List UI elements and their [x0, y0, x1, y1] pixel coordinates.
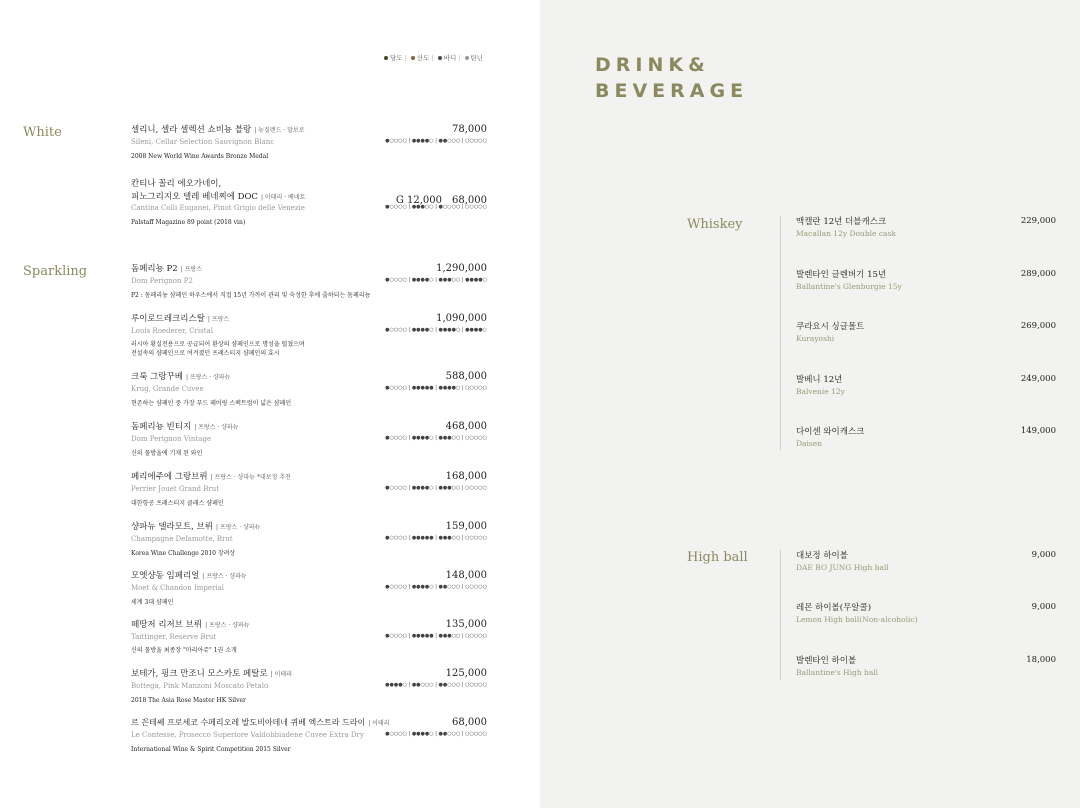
menu-item: [796, 602, 1056, 632]
item-name-kr: 떼땅저 리저브 브뤼 | 프랑스 · 샹파뉴: [131, 620, 250, 630]
item-name-en: Champagne Delamotte, Brut: [131, 535, 233, 543]
item-name-kr: 루이로드레크리스탈 | 프랑스: [131, 314, 230, 324]
item-name-en: Louis Roederer, Cristal: [131, 327, 213, 335]
menu-item: [131, 619, 487, 667]
taste-rating: ●○○○○ | ●●●●○ | ●●●○○ | ○○○○○: [385, 435, 487, 441]
title-line2: BEVERAGE: [595, 80, 749, 102]
item-name-en: Balvenie 12y: [796, 387, 845, 396]
item-name-en: Bottega, Pink Manzoni Moscato Petalo: [131, 682, 269, 690]
item-name-kr: 다이센 와이캐스크: [796, 427, 865, 437]
item-price: 1,090,000: [436, 313, 487, 324]
taste-rating: ●○○○○ | ●●●●○ | ●●○○○ | ○○○○○: [385, 138, 487, 144]
item-price: 78,000: [452, 124, 487, 135]
item-price: 289,000: [1020, 269, 1056, 279]
item-name-en: Lemon High ball(Non-alcoholic): [796, 615, 918, 624]
taste-rating: ●○○○○ | ●●●●● | ●●●●○ | ○○○○○: [385, 385, 487, 391]
item-name-kr: 대보정 하이볼: [796, 551, 848, 561]
item-note: 신의 물방울에 기재 된 와인: [131, 450, 203, 457]
legend-acidity: 산도: [416, 54, 430, 62]
category-whiskey: Whiskey: [687, 217, 743, 232]
item-name-kr: 페리에주에 그랑브뤼 | 프랑스 · 샹파뉴 *대보정 추천: [131, 472, 291, 482]
legend-sweetness: 당도: [390, 54, 403, 62]
menu-item: [131, 371, 487, 419]
taste-rating: ●○○○○ | ●●●●○ | ●●○○○ | ○○○○○: [385, 731, 487, 737]
item-origin: | 프랑스 · 샹파뉴: [185, 374, 231, 381]
taste-rating: ●○○○○ | ●●●●○ | ●●○○○ | ○○○○○: [385, 584, 487, 590]
taste-rating: ●○○○○ | ●●●○○ | ●○○○○ | ○○○○○: [385, 204, 487, 210]
menu-item: [131, 570, 487, 618]
item-name-kr: 레몬 하이볼(무알콜): [796, 603, 872, 613]
menu-item: [131, 313, 487, 367]
item-price: 149,000: [1020, 426, 1056, 436]
divider: [780, 216, 781, 450]
item-origin: | 뉴질랜드 · 말보로: [254, 127, 305, 134]
item-note: 2018 The Asia Rose Master HK Silver: [131, 697, 246, 704]
item-origin: | 이태리 · 베네토: [260, 194, 306, 201]
item-note: 현존하는 샴페인 중 가장 푸드 페어링 스펙트럼이 넓은 샴페인: [131, 400, 292, 407]
menu-item: [131, 668, 487, 716]
taste-rating: ●○○○○ | ●●●●○ | ●●●○○ | ○○○○○: [385, 485, 487, 491]
legend-body: 바디: [443, 54, 457, 62]
item-name-kr: 돔페리뇽 P2 | 프랑스: [131, 264, 203, 274]
page-title: [595, 52, 748, 104]
item-name-en: DAE BO JUNG High ball: [796, 563, 889, 572]
menu-item: [796, 655, 1056, 685]
item-name-kr: 보테가, 핑크 만조니 모스카토 페탈로 | 이태리: [131, 669, 293, 679]
menu-item: [131, 124, 487, 172]
taste-rating: ●○○○○ | ●●●●● | ●●●○○ | ○○○○○: [385, 535, 487, 541]
item-name-en: Cantina Colli Euganei, Pinot Grigio delle Venezie: [131, 204, 305, 212]
item-origin: | 프랑스: [207, 316, 230, 323]
item-note: 대한항공 프레스티지 클래스 샴페인: [131, 500, 224, 507]
item-origin: | 프랑스 · 샹파뉴: [194, 424, 239, 431]
item-name-en: Le Contesse, Prosecco Superiore Valdobbiadene Cuvee Extra Dry: [131, 731, 364, 739]
item-name-en: Daisen: [796, 439, 823, 448]
item-name-kr: 피노그리지오 델레 베네찌에 DOC | 이태리 · 베네토: [131, 192, 306, 202]
item-price: 269,000: [1020, 321, 1056, 331]
item-name-en: Sileni, Cellar Selection Sauvignon Blanc: [131, 138, 275, 146]
category-highball: High ball: [687, 550, 748, 565]
sweetness-dot-icon: [384, 56, 388, 60]
item-price: 9,000: [1031, 550, 1056, 560]
item-name-kr: 셀리니, 셀라 셀렉션 쇼비뇽 블랑 | 뉴질랜드 · 말보로: [131, 125, 305, 135]
item-name-en: Krug, Grande Cuvee: [131, 385, 204, 393]
item-origin: | 프랑스 · 샹파뉴: [205, 622, 250, 629]
item-name-kr: 발렌타인 하이볼: [796, 656, 857, 666]
category-sparkling: Sparkling: [23, 264, 88, 279]
item-price: 468,000: [445, 421, 487, 432]
item-name-kr: 모엣샹동 임페리얼 | 프랑스 · 샹파뉴: [131, 571, 247, 581]
item-note: Palstaff Magazine 89 point (2018 vin): [131, 219, 246, 226]
item-note: P2 : 돔페리뇽 샴페인 하우스에서 직접 15년 가까이 관리 및 숙성한 후에 출하되는 돔페리뇽: [131, 292, 371, 299]
item-price: 135,000: [445, 619, 487, 630]
item-origin: | 프랑스 · 샹파뉴: [216, 524, 261, 531]
item-note: 신의 물방울 최종장 "마리아쥬" 1권 소개: [131, 647, 237, 654]
item-note: International Wine & Spirit Competition 2015 Silver: [131, 746, 291, 753]
item-price: 588,000: [445, 371, 487, 382]
item-price: 159,000: [445, 521, 487, 532]
menu-item: [131, 471, 487, 519]
menu-item: [131, 178, 487, 230]
divider: [780, 550, 781, 680]
item-name-kr: 르 꼰테쎄 프로세코 수페리오레 발도비아데네 퀴베 엑스트라 드라이 | 이태리: [131, 718, 390, 727]
body-dot-icon: [438, 56, 442, 60]
menu-item: [796, 321, 1056, 351]
item-price: 168,000: [445, 471, 487, 482]
item-name-kr-line1: 칸티나 꼴리 에오가네이,: [131, 179, 222, 189]
menu-item: [131, 263, 487, 311]
item-origin: | 프랑스: [180, 266, 203, 273]
item-name-kr: 크룩 그랑꾸베 | 프랑스 · 샹파뉴: [131, 372, 231, 382]
taste-rating: ●●●●○ | ●●○○○ | ●●○○○ | ○○○○○: [385, 682, 487, 688]
item-name-en: Dom Perignon Vintage: [131, 435, 212, 443]
menu-item: [131, 717, 487, 765]
item-origin: | 이태리: [368, 720, 390, 727]
item-name-kr: 맥캘란 12년 더블캐스크: [796, 217, 887, 227]
item-price: 68,000: [452, 717, 487, 728]
item-note-line2: 전설속의 샴페인으로 여겨졌던 프레스티지 샴페인의 효시: [131, 350, 280, 357]
item-price: 148,000: [445, 570, 487, 581]
taste-legend: 당도 | 산도 | 바디 | 탄닌: [384, 53, 483, 62]
item-price: 9,000: [1031, 602, 1056, 612]
item-name-en: Perrier Jouet Grand Brut: [131, 485, 220, 493]
tannin-dot-icon: [465, 56, 469, 60]
taste-rating: ●○○○○ | ●●●●● | ●●●○○ | ○○○○○: [385, 633, 487, 639]
title-line1: DRINK&: [595, 54, 710, 76]
item-price: G 12,000 68,000: [395, 195, 487, 206]
item-name-kr: 쿠라요시 싱글몰트: [796, 322, 865, 332]
item-price: 18,000: [1026, 655, 1056, 665]
item-name-en: Kurayoshi: [796, 334, 835, 343]
item-name-en: Dom Perignon P2: [131, 277, 193, 285]
item-note: 러시아 황실전용으로 공급되어 환상의 샴페인으로 명성을 떨쳤으며: [131, 341, 305, 348]
item-price: 1,290,000: [436, 263, 487, 274]
item-origin: | 프랑스 · 샹파뉴: [202, 573, 247, 580]
item-origin: | 프랑스 · 샹파뉴 *대보정 추천: [210, 474, 291, 481]
item-price: 229,000: [1020, 216, 1056, 226]
taste-rating: ●○○○○ | ●●●●○ | ●●●○○ | ●●●●○: [385, 277, 487, 283]
item-name-en: Macallan 12y Double cask: [796, 229, 896, 238]
legend-tannin: 탄닌: [470, 54, 484, 62]
item-name-en: Ballantine's High ball: [796, 668, 879, 677]
item-note: 세계 3대 샴페인: [131, 599, 174, 606]
item-name-kr: 돔페리뇽 빈티지 | 프랑스 · 샹파뉴: [131, 422, 239, 432]
spirits-page: [540, 0, 1080, 808]
menu-item: [796, 426, 1056, 456]
menu-item: [131, 421, 487, 469]
menu-item: [796, 550, 1056, 580]
item-note: Korea Wine Challenge 2010 장려상: [131, 550, 236, 557]
item-origin: | 이태리: [270, 671, 293, 678]
menu-item: [796, 374, 1056, 404]
item-price: 125,000: [445, 668, 487, 679]
item-note: 2008 New World Wine Awards Bronze Medal: [131, 153, 269, 160]
item-name-kr: 발렌타인 글렌버기 15년: [796, 270, 887, 280]
item-name-kr: 샹파뉴 델라모트, 브뤼 | 프랑스 · 샹파뉴: [131, 522, 261, 532]
acidity-dot-icon: [411, 56, 415, 60]
category-white: White: [23, 125, 62, 140]
item-name-en: Moet & Chandon Imperial: [131, 584, 225, 592]
item-name-kr: 발베니 12년: [796, 375, 843, 385]
item-price: 249,000: [1020, 374, 1056, 384]
item-name-en: Taittinger, Reserve Brut: [131, 633, 217, 641]
menu-item: [796, 216, 1056, 246]
menu-item: [131, 521, 487, 569]
menu-item: [796, 269, 1056, 299]
taste-rating: ●○○○○ | ●●●●○ | ●●●●○ | ●●●●○: [385, 327, 487, 333]
item-name-en: Ballantine's Glenburgie 15y: [796, 282, 902, 291]
